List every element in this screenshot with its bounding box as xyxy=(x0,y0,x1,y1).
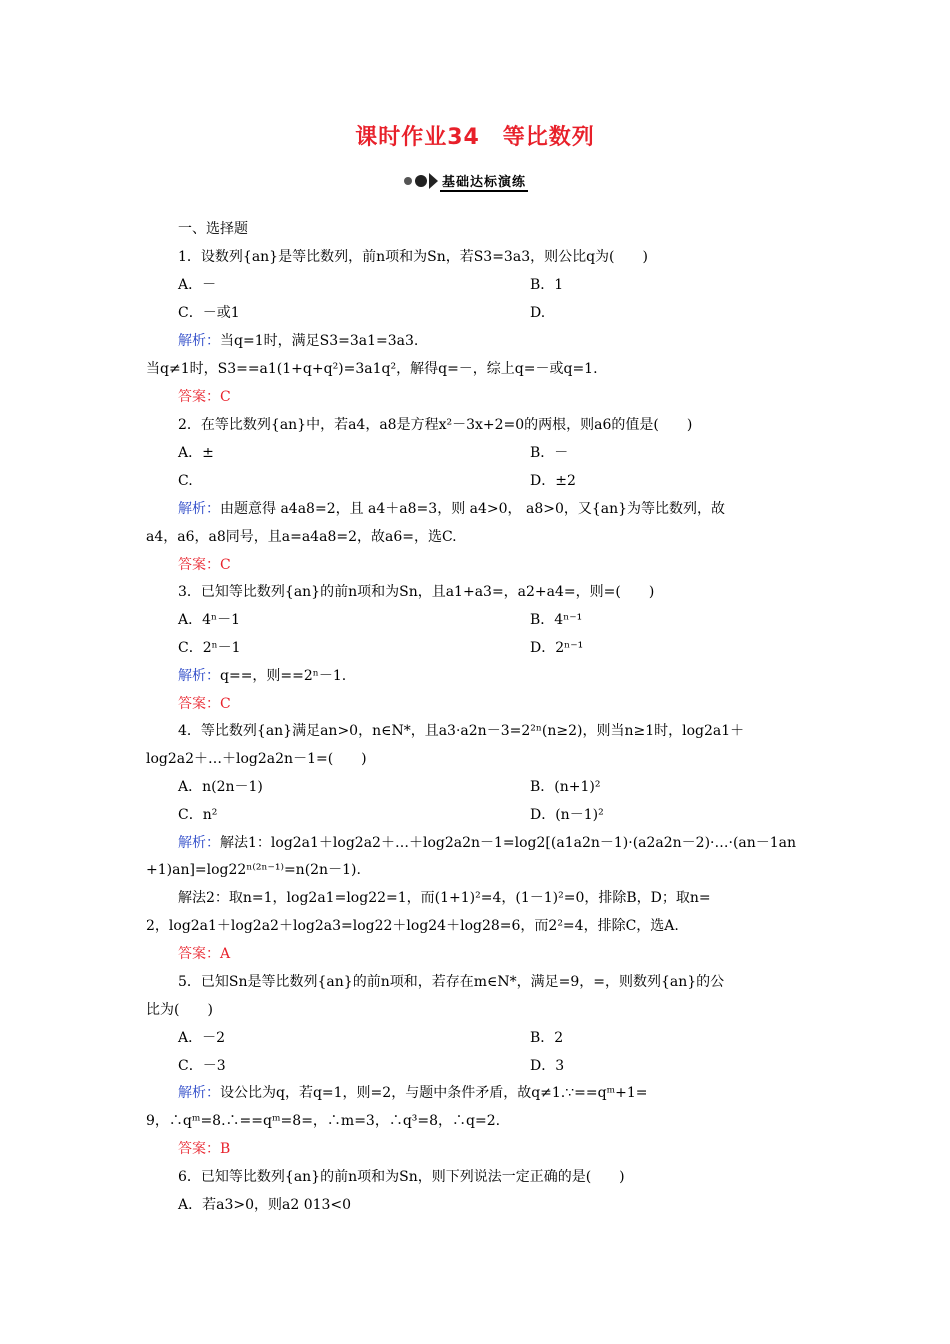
analysis-text: 设公比为q，若q=1，则=2，与题中条件矛盾，故q≠1.∵==qᵐ+1= xyxy=(220,1085,648,1101)
option-c: C．n² xyxy=(178,807,218,823)
question-5: 5．已知Sn是等比数列{an}的前n项和，若存在m∈N*，满足=9，=，则数列{an}的公 xyxy=(178,974,725,990)
answer-label: 答案： xyxy=(178,1141,220,1157)
answer-value: C xyxy=(220,557,231,573)
arrow-icon xyxy=(429,173,438,189)
option-c: C．－3 xyxy=(178,1058,226,1074)
option-d: D．(n－1)² xyxy=(530,807,604,823)
analysis-text: q==，则==2ⁿ－1. xyxy=(220,668,347,684)
analysis-line: 解法2：取n=1，log2a1=log22=1，而(1+1)²=4，(1－1)²=0，排除B，D；取n= xyxy=(178,890,711,906)
question-6: 6．已知等比数列{an}的前n项和为Sn，则下列说法一定正确的是( ) xyxy=(178,1169,625,1185)
analysis-label: 解析： xyxy=(178,333,220,349)
page-title: 课时作业34 等比数列 xyxy=(355,125,595,150)
option-c: C．2ⁿ－1 xyxy=(178,640,241,656)
option-d: D．2ⁿ⁻¹ xyxy=(530,640,584,656)
option-b: B．(n+1)² xyxy=(530,779,601,795)
answer-line xyxy=(178,944,230,964)
option-d: D．3 xyxy=(530,1058,565,1074)
analysis-line xyxy=(178,1083,648,1103)
analysis-line: +1)an]=log22ⁿ⁽²ⁿ⁻¹⁾=n(2n－1). xyxy=(146,862,361,878)
option-a: A．若a3>0，则a2 013<0 xyxy=(178,1197,352,1213)
analysis-label: 解析： xyxy=(178,668,220,684)
analysis-line xyxy=(178,331,418,351)
option-d: D. xyxy=(530,305,546,321)
question-2: 2．在等比数列{an}中，若a4，a8是方程x²－3x+2=0的两根，则a6的值是( ) xyxy=(178,417,693,433)
answer-label: 答案： xyxy=(178,557,220,573)
answer-value: B xyxy=(220,1141,231,1157)
analysis-text: 当q=1时，满足S3=3a1=3a3. xyxy=(220,333,419,349)
answer-line xyxy=(178,694,231,714)
analysis-line: 2，log2a1＋log2a2＋log2a3=log22＋log24＋log28=6，而2²=4，排除C，选A. xyxy=(146,918,679,934)
analysis-line xyxy=(178,666,346,686)
option-b: B．4ⁿ⁻¹ xyxy=(530,612,583,628)
answer-line xyxy=(178,1139,230,1159)
answer-value: C xyxy=(220,696,231,712)
answer-label: 答案： xyxy=(178,389,220,405)
analysis-line: 当q≠1时，S3==a1(1+q+q²)=3a1q²，解得q=－，综上q=－或q=1. xyxy=(146,361,598,377)
answer-label: 答案： xyxy=(178,946,220,962)
option-b: B．1 xyxy=(530,277,564,293)
option-c: C．－或1 xyxy=(178,305,240,321)
answer-value: A xyxy=(220,946,231,962)
option-a: A．4ⁿ－1 xyxy=(178,612,240,628)
option-a: A．－2 xyxy=(178,1030,226,1046)
analysis-label: 解析： xyxy=(178,835,220,851)
question-5-cont: 比为( ) xyxy=(146,1002,213,1018)
answer-line xyxy=(178,387,231,407)
answer-value: C xyxy=(220,389,231,405)
analysis-text: 解法1：log2a1＋log2a2＋…＋log2a2n－1=log2[(a1a2n－1)·(a2a2n－2)·…·(an－1an xyxy=(220,835,797,851)
section-heading: 一、选择题 xyxy=(178,221,248,237)
option-a: A．－ xyxy=(178,277,217,293)
analysis-line: 9，∴qᵐ=8.∴==qᵐ=8=，∴m=3，∴q³=8，∴q=2. xyxy=(146,1113,501,1129)
badge-label: 基础达标演练 xyxy=(440,171,528,192)
option-b: B．2 xyxy=(530,1030,564,1046)
option-d: D．±2 xyxy=(530,473,576,489)
answer-line xyxy=(178,555,231,575)
analysis-text: 由题意得 a4a8=2，且 a4＋a8=3，则 a4>0， a8>0，又{an}为等比数列，故 xyxy=(220,501,726,517)
section-badge xyxy=(404,170,528,192)
question-4-cont: log2a2＋…＋log2a2n－1=( ) xyxy=(146,751,367,767)
question-3: 3．已知等比数列{an}的前n项和为Sn，且a1+a3=，a2+a4=，则=( ) xyxy=(178,584,655,600)
analysis-line xyxy=(178,499,725,519)
option-a: A．n(2n－1) xyxy=(178,779,263,795)
dot-icon xyxy=(404,177,412,185)
answer-label: 答案： xyxy=(178,696,220,712)
dot-icon xyxy=(415,175,427,187)
analysis-line xyxy=(178,833,796,853)
question-4: 4．等比数列{an}满足an>0，n∈N*，且a3·a2n－3=2²ⁿ(n≥2)，则当n≥1时，log2a1＋ xyxy=(178,723,745,739)
option-a: A．± xyxy=(178,445,214,461)
option-c: C. xyxy=(178,473,193,489)
analysis-label: 解析： xyxy=(178,1085,220,1101)
analysis-line: a4，a6，a8同号，且a=a4a8=2，故a6=，选C. xyxy=(146,529,457,545)
option-b: B．－ xyxy=(530,445,569,461)
analysis-label: 解析： xyxy=(178,501,220,517)
question-1: 1．设数列{an}是等比数列，前n项和为Sn，若S3=3a3，则公比q为( ) xyxy=(178,249,648,265)
